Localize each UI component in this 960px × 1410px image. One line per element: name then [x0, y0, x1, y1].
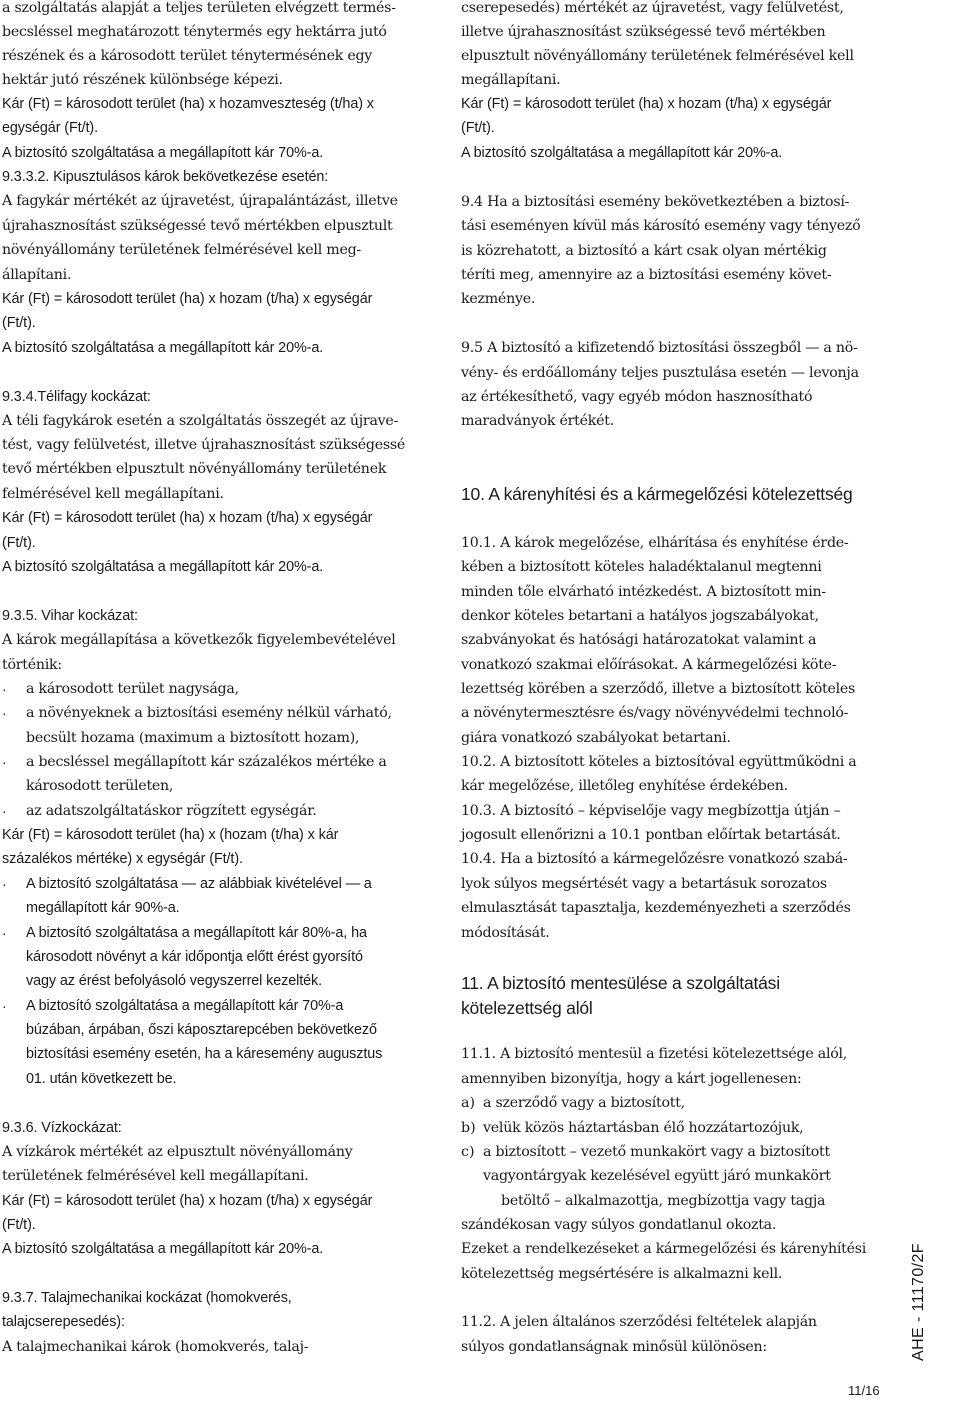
payout-list-item: 01. után következett be. — [26, 1071, 177, 1087]
chapter-10-text-line: 10.4. Ha a biztosító a kármegelőzésre vonatkozó szabá- — [461, 851, 848, 867]
body-text-line: történik: — [2, 657, 62, 673]
paragraph-9-5-line: az értékesíthető, vagy egyéb módon hasznosítható — [461, 389, 813, 405]
bullet-dot: · — [2, 705, 7, 721]
chapter-10-text-line: 10.1. A károk megelőzése, elhárítása és enyhítése érde- — [461, 535, 849, 551]
formula-line: Kár (Ft) = károsodott terület (ha) x hozam (t/ha) x egységár — [2, 1193, 373, 1209]
paragraph-11-1-line: amennyiben bizonyítja, hogy a kárt jogellenesen: — [461, 1071, 802, 1087]
body-text-line: tevő mértékben elpusztult növényállomány területének — [2, 461, 387, 477]
chapter-10-text-line: jogosult ellenőrizni a 10.1 pontban előírtak betartását. — [461, 827, 841, 843]
chapter-10-text-line: kében a biztosított köteles haladéktalanul megtenni — [461, 559, 822, 575]
body-text-line: részének és a károsodott terület ténytermésének egy — [2, 48, 373, 64]
formula-line: (Ft/t). — [2, 315, 36, 331]
list-item: a károsodott terület nagysága, — [26, 681, 239, 697]
body-text-line: a szolgáltatás alapját a teljes területen elvégzett termés- — [2, 0, 396, 16]
payout-list-item: búzában, árpában, őszi káposztarepcében bekövetkező — [26, 1022, 377, 1038]
formula-line: Kár (Ft) = károsodott terület (ha) x hozam (t/ha) x egységár — [2, 510, 373, 526]
formula-line: (Ft/t). — [2, 1217, 36, 1233]
section-heading-9-3-4: 9.3.4.Télifagy kockázat: — [2, 389, 151, 405]
payout-line: A biztosító szolgáltatása a megállapított kár 20%-a. — [2, 1241, 324, 1257]
body-text-line: területének felmérésével kell megállapítani. — [2, 1168, 309, 1184]
payout-line: A biztosító szolgáltatása a megállapított kár 20%-a. — [2, 559, 324, 575]
formula-line: Kár (Ft) = károsodott terület (ha) x (hozam (t/ha) x kár — [2, 827, 339, 843]
payout-list-item: biztosítási esemény esetén, ha a káresemény augusztus — [26, 1046, 383, 1062]
paragraph-11-2-line: 11.2. A jelen általános szerződési feltételek alapján — [461, 1314, 817, 1330]
list-item: becsült hozama (maximum a biztosított hozam), — [26, 730, 360, 746]
body-text-line: cserepesedés) mértékét az újravetést, vagy felülvetést, — [461, 0, 844, 16]
list-item: a szerződő vagy a biztosított, — [483, 1095, 685, 1111]
section-heading-9-3-3-2: 9.3.3.2. Kipusztulásos károk bekövetkezése esetén: — [2, 169, 329, 185]
paragraph-11-2-line: súlyos gondatlanságnak minősül különösen: — [461, 1339, 767, 1355]
formula-line: százalékos mértéke) x egységár (Ft/t). — [2, 851, 243, 867]
payout-line: A biztosító szolgáltatása a megállapított kár 20%-a. — [461, 145, 783, 161]
bullet-dot: · — [2, 876, 7, 892]
body-text-line: állapítani. — [2, 267, 72, 283]
bullet-dot: · — [2, 998, 7, 1014]
paragraph-9-5-line: maradványok értékét. — [461, 413, 614, 429]
body-text-line: elpusztult növényállomány területének felmérésével kell — [461, 48, 854, 64]
bullet-dot: · — [2, 681, 7, 697]
paragraph-11-1-line: Ezeket a rendelkezéseket a kármegelőzési és kárenyhítési — [461, 1241, 867, 1257]
formula-line: Kár (Ft) = károsodott terület (ha) x hozamveszteség (t/ha) x — [2, 96, 374, 112]
chapter-10-text-line: minden tőle elvárható intézkedést. A biztosított min- — [461, 584, 826, 600]
paragraph-9-4-line: is közrehatott, a biztosító a kárt csak olyan mértékig — [461, 243, 827, 259]
body-text-line: újrahasznosítást szükségessé tevő mértékben elpusztult — [2, 218, 393, 234]
body-text-line: növényállomány területének felmérésével kell meg- — [2, 242, 361, 258]
paragraph-11-1-line: kötelezettség megsértésére is alkalmazni kell. — [461, 1266, 783, 1282]
chapter-10-text-line: giára vonatkozó szabályokat betartani. — [461, 730, 731, 746]
list-item: a becsléssel megállapított kár százalékos mértéke a — [26, 754, 387, 770]
payout-line: A biztosító szolgáltatása a megállapított kár 20%-a. — [2, 340, 324, 356]
chapter-10-text-line: kár megelőzése, illetőleg enyhítése érdekében. — [461, 778, 788, 794]
payout-list-item: A biztosító szolgáltatása a megállapított kár 70%-a — [26, 998, 344, 1014]
bullet-dot: · — [2, 925, 7, 941]
payout-list-item: A biztosító szolgáltatása — az alábbiak kivételével — a — [26, 876, 372, 892]
payout-list-item: károsodott növényt a kár időpontja előtt érést gyorsító — [26, 949, 363, 965]
list-item: az adatszolgáltatáskor rögzített egységár. — [26, 803, 317, 819]
list-label: a) — [461, 1095, 475, 1111]
formula-line: Kár (Ft) = károsodott terület (ha) x hozam (t/ha) x egységár — [2, 291, 373, 307]
chapter-10-text-line: 10.2. A biztosított köteles a biztosítóval együttműködni a — [461, 754, 857, 770]
list-item: velük közös háztartásban élő hozzátartozójuk, — [483, 1120, 804, 1136]
formula-line: (Ft/t). — [461, 120, 495, 136]
payout-list-item: vagy az érést befolyásoló vegyszerrel kezelték. — [26, 973, 323, 989]
section-heading-9-3-5: 9.3.5. Vihar kockázat: — [2, 608, 138, 624]
formula-line: egységár (Ft/t). — [2, 120, 98, 136]
bullet-dot: · — [2, 803, 7, 819]
section-heading-9-3-7: talajcserepesedés): — [2, 1314, 125, 1330]
chapter-10-text-line: lyok súlyos megsértését vagy a betartásuk sorozatos — [461, 876, 827, 892]
list-item: a növényeknek a biztosítási esemény nélkül várható, — [26, 705, 392, 721]
list-item: vagyontárgyak kezelésével együtt járó munkakört — [483, 1168, 831, 1184]
formula-line: (Ft/t). — [2, 535, 36, 551]
section-heading-9-3-6: 9.3.6. Vízkockázat: — [2, 1120, 122, 1136]
list-label: b) — [461, 1120, 476, 1136]
chapter-10-text-line: elmulasztását tapasztalja, kezdeményezheti a szerződés — [461, 900, 851, 916]
paragraph-11-1-line: 11.1. A biztosító mentesül a fizetési kötelezettsége alól, — [461, 1046, 848, 1062]
body-text-line: becsléssel meghatározott ténytermés egy hektárra jutó — [2, 24, 387, 40]
body-text-line: A téli fagykárok esetén a szolgáltatás összegét az újrave- — [2, 413, 399, 429]
body-text-line: A károk megállapítása a következők figyelembevételével — [2, 632, 396, 648]
chapter-10-text-line: szabványokat és hatósági határozatokat valamint a — [461, 632, 817, 648]
chapter-heading-11: 11. A biztosító mentesülése a szolgáltatási — [461, 973, 780, 993]
chapter-10-text-line: a növénytermesztésre és/vagy növényvédelmi technoló- — [461, 705, 849, 721]
payout-list-item: A biztosító szolgáltatása a megállapított kár 80%-a, ha — [26, 925, 367, 941]
list-label: c) — [461, 1144, 475, 1160]
body-text-line: felmérésével kell megállapítani. — [2, 486, 224, 502]
chapter-10-text-line: vonatkozó szakmai előírásokat. A kármegelőzési köte- — [461, 657, 837, 673]
body-text-line: A vízkárok mértékét az elpusztult növényállomány — [2, 1144, 353, 1160]
body-text-line: hektár jutó részének különbsége képezi. — [2, 72, 283, 88]
list-item: károsodott területen, — [26, 778, 174, 794]
paragraph-9-4-line: 9.4 Ha a biztosítási esemény bekövetkeztében a biztosí- — [461, 194, 850, 210]
page-number: 11/16 — [848, 1383, 880, 1398]
chapter-10-text-line: 10.3. A biztosító – képviselője vagy megbízottja útján – — [461, 803, 841, 819]
chapter-10-text-line: módosítását. — [461, 925, 550, 941]
body-text-line: A talajmechanikai károk (homokverés, talaj- — [2, 1339, 309, 1355]
body-text-line: illetve újrahasznosítást szükségessé tevő mértékben — [461, 24, 826, 40]
paragraph-9-4-line: téríti meg, amennyire az a biztosítási esemény követ- — [461, 267, 832, 283]
paragraph-9-4-line: tási eseményen kívül más károsító esemény vagy tényező — [461, 218, 861, 234]
section-heading-9-3-7: 9.3.7. Talajmechanikai kockázat (homokverés, — [2, 1290, 292, 1306]
chapter-10-text-line: denkor köteles betartani a hatályos jogszabályokat, — [461, 608, 819, 624]
paragraph-9-5-line: vény- és erdőállomány teljes pusztulása esetén — levonja — [461, 365, 859, 381]
list-item: a biztosított – vezető munkakört vagy a biztosított — [483, 1144, 830, 1160]
chapter-heading-10: 10. A kárenyhítési és a kármegelőzési kötelezettség — [461, 484, 853, 504]
chapter-10-text-line: lezettség körében a szerződő, illetve a biztosított köteles — [461, 681, 856, 697]
paragraph-9-5-line: 9.5 A biztosító a kifizetendő biztosítási összegből — a nö- — [461, 340, 858, 356]
bullet-dot: · — [2, 754, 7, 770]
paragraph-9-4-line: kezménye. — [461, 291, 536, 307]
body-text-line: A fagykár mértékét az újravetést, újrapalántázást, illetve — [2, 193, 398, 209]
list-item: betöltő – alkalmazottja, megbízottja vagy tagja — [501, 1193, 826, 1209]
paragraph-11-1-line: szándékosan vagy súlyos gondatlanul okozta. — [461, 1217, 777, 1233]
payout-list-item: megállapított kár 90%-a. — [26, 900, 180, 916]
body-text-line: megállapítani. — [461, 72, 561, 88]
formula-line: Kár (Ft) = károsodott terület (ha) x hozam (t/ha) x egységár — [461, 96, 832, 112]
document-code: AHE - 11170/2F — [910, 1243, 927, 1361]
body-text-line: tést, vagy felülvetést, illetve újrahasznosítást szükségessé — [2, 437, 406, 453]
chapter-heading-11: kötelezettség alól — [461, 998, 593, 1018]
payout-line: A biztosító szolgáltatása a megállapított kár 70%-a. — [2, 145, 324, 161]
